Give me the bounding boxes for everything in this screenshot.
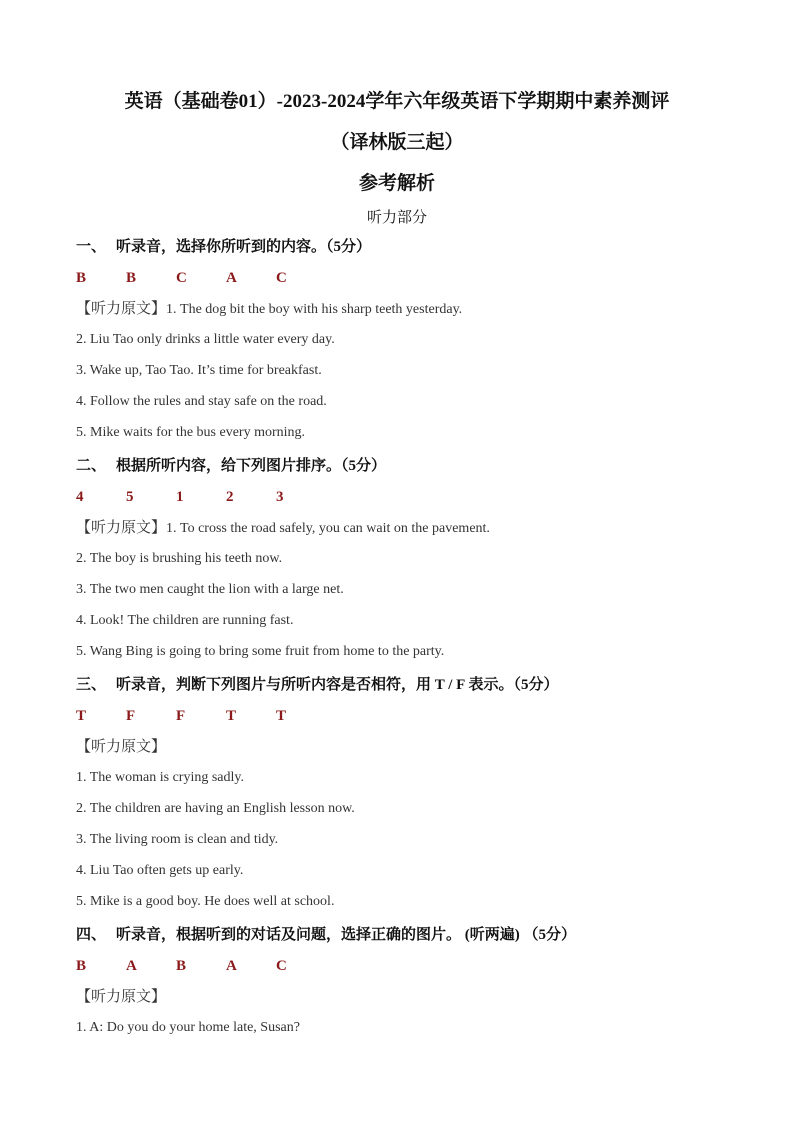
transcript-line: [76, 517, 756, 548]
transcript-line: 5. Mike waits for the bus every morning.: [76, 425, 306, 440]
original-label: 【听力原文】: [76, 739, 167, 755]
section-heading: [76, 674, 756, 705]
answer: 5: [126, 489, 134, 505]
answer-row: [76, 486, 756, 517]
answer: A: [126, 958, 137, 974]
section-instruction: 听录音，判断下列图片与所听内容是否相符，用 T / F 表示。（5分）: [116, 677, 559, 693]
transcript-line: 4. Follow the rules and stay safe on the road.: [76, 394, 327, 409]
answer: F: [176, 708, 186, 724]
section-number: 三、: [76, 677, 107, 693]
answer-row: [76, 705, 756, 736]
document-subtitle: （译林版三起）: [330, 132, 464, 153]
transcript-line: [76, 298, 756, 329]
section-number: 一、: [76, 239, 107, 255]
section-heading: [76, 236, 756, 267]
transcript-text: 1. To cross the road safely, you can wait on the pavement.: [166, 521, 490, 536]
section-instruction: 听录音，选择你所听到的内容。（5分）: [116, 239, 372, 255]
answer: T: [276, 708, 287, 724]
transcript-line: 5. Wang Bing is going to bring some fruit from home to the party.: [76, 644, 445, 659]
answer: C: [276, 958, 287, 974]
transcript-line: 1. A: Do you do your home late, Susan?: [76, 1020, 300, 1035]
transcript-line: 3. The living room is clean and tidy.: [76, 832, 279, 847]
transcript-line: 5. Mike is a good boy. He does well at school.: [76, 894, 335, 909]
answer: C: [276, 270, 287, 286]
section-number: 二、: [76, 458, 107, 474]
answer: 2: [226, 489, 234, 505]
original-label: 【听力原文】: [76, 301, 167, 317]
answer-row: [76, 267, 756, 298]
answer: B: [176, 958, 187, 974]
transcript-line: 4. Look! The children are running fast.: [76, 613, 294, 628]
answer: B: [126, 270, 137, 286]
answer-key-title: 参考解析: [358, 173, 435, 194]
answer: B: [76, 958, 87, 974]
answer: 4: [76, 489, 84, 505]
listening-part-label: 听力部分: [366, 210, 427, 226]
section-heading: [76, 455, 756, 486]
original-label: 【听力原文】: [76, 989, 167, 1005]
transcript-line: 2. The boy is brushing his teeth now.: [76, 551, 283, 566]
answer: B: [76, 270, 87, 286]
section-heading: [76, 924, 756, 955]
answer-row: [76, 955, 756, 986]
original-label: 【听力原文】: [76, 520, 167, 536]
section-3: [76, 674, 756, 922]
transcript-line: 3. The two men caught the lion with a large net.: [76, 582, 344, 597]
answer: T: [226, 708, 237, 724]
answer: A: [226, 958, 237, 974]
section-instruction: 根据所听内容，给下列图片排序。（5分）: [116, 458, 387, 474]
section-1: [76, 236, 756, 453]
transcript-line: 1. The woman is crying sadly.: [76, 770, 244, 785]
transcript-text: 1. The dog bit the boy with his sharp teeth yesterday.: [166, 302, 463, 317]
answer: C: [176, 270, 187, 286]
transcript-line: 2. Liu Tao only drinks a little water every day.: [76, 332, 335, 347]
transcript-line: 4. Liu Tao often gets up early.: [76, 863, 244, 878]
document-title: 英语（基础卷01）-2023-2024学年六年级英语下学期期中素养测评: [124, 91, 670, 112]
transcript-line: 2. The children are having an English lesson now.: [76, 801, 355, 816]
answer: 1: [176, 489, 184, 505]
answer: T: [76, 708, 87, 724]
answer: F: [126, 708, 136, 724]
answer: 3: [276, 489, 284, 505]
answer: A: [226, 270, 237, 286]
transcript-line: 3. Wake up, Tao Tao. It’s time for breakfast.: [76, 363, 322, 378]
section-2: [76, 455, 756, 672]
section-number: 四、: [76, 927, 107, 943]
section-instruction: 听录音，根据听到的对话及问题，选择正确的图片。 (听两遍) （5分）: [116, 927, 576, 943]
section-4: [76, 924, 756, 1048]
